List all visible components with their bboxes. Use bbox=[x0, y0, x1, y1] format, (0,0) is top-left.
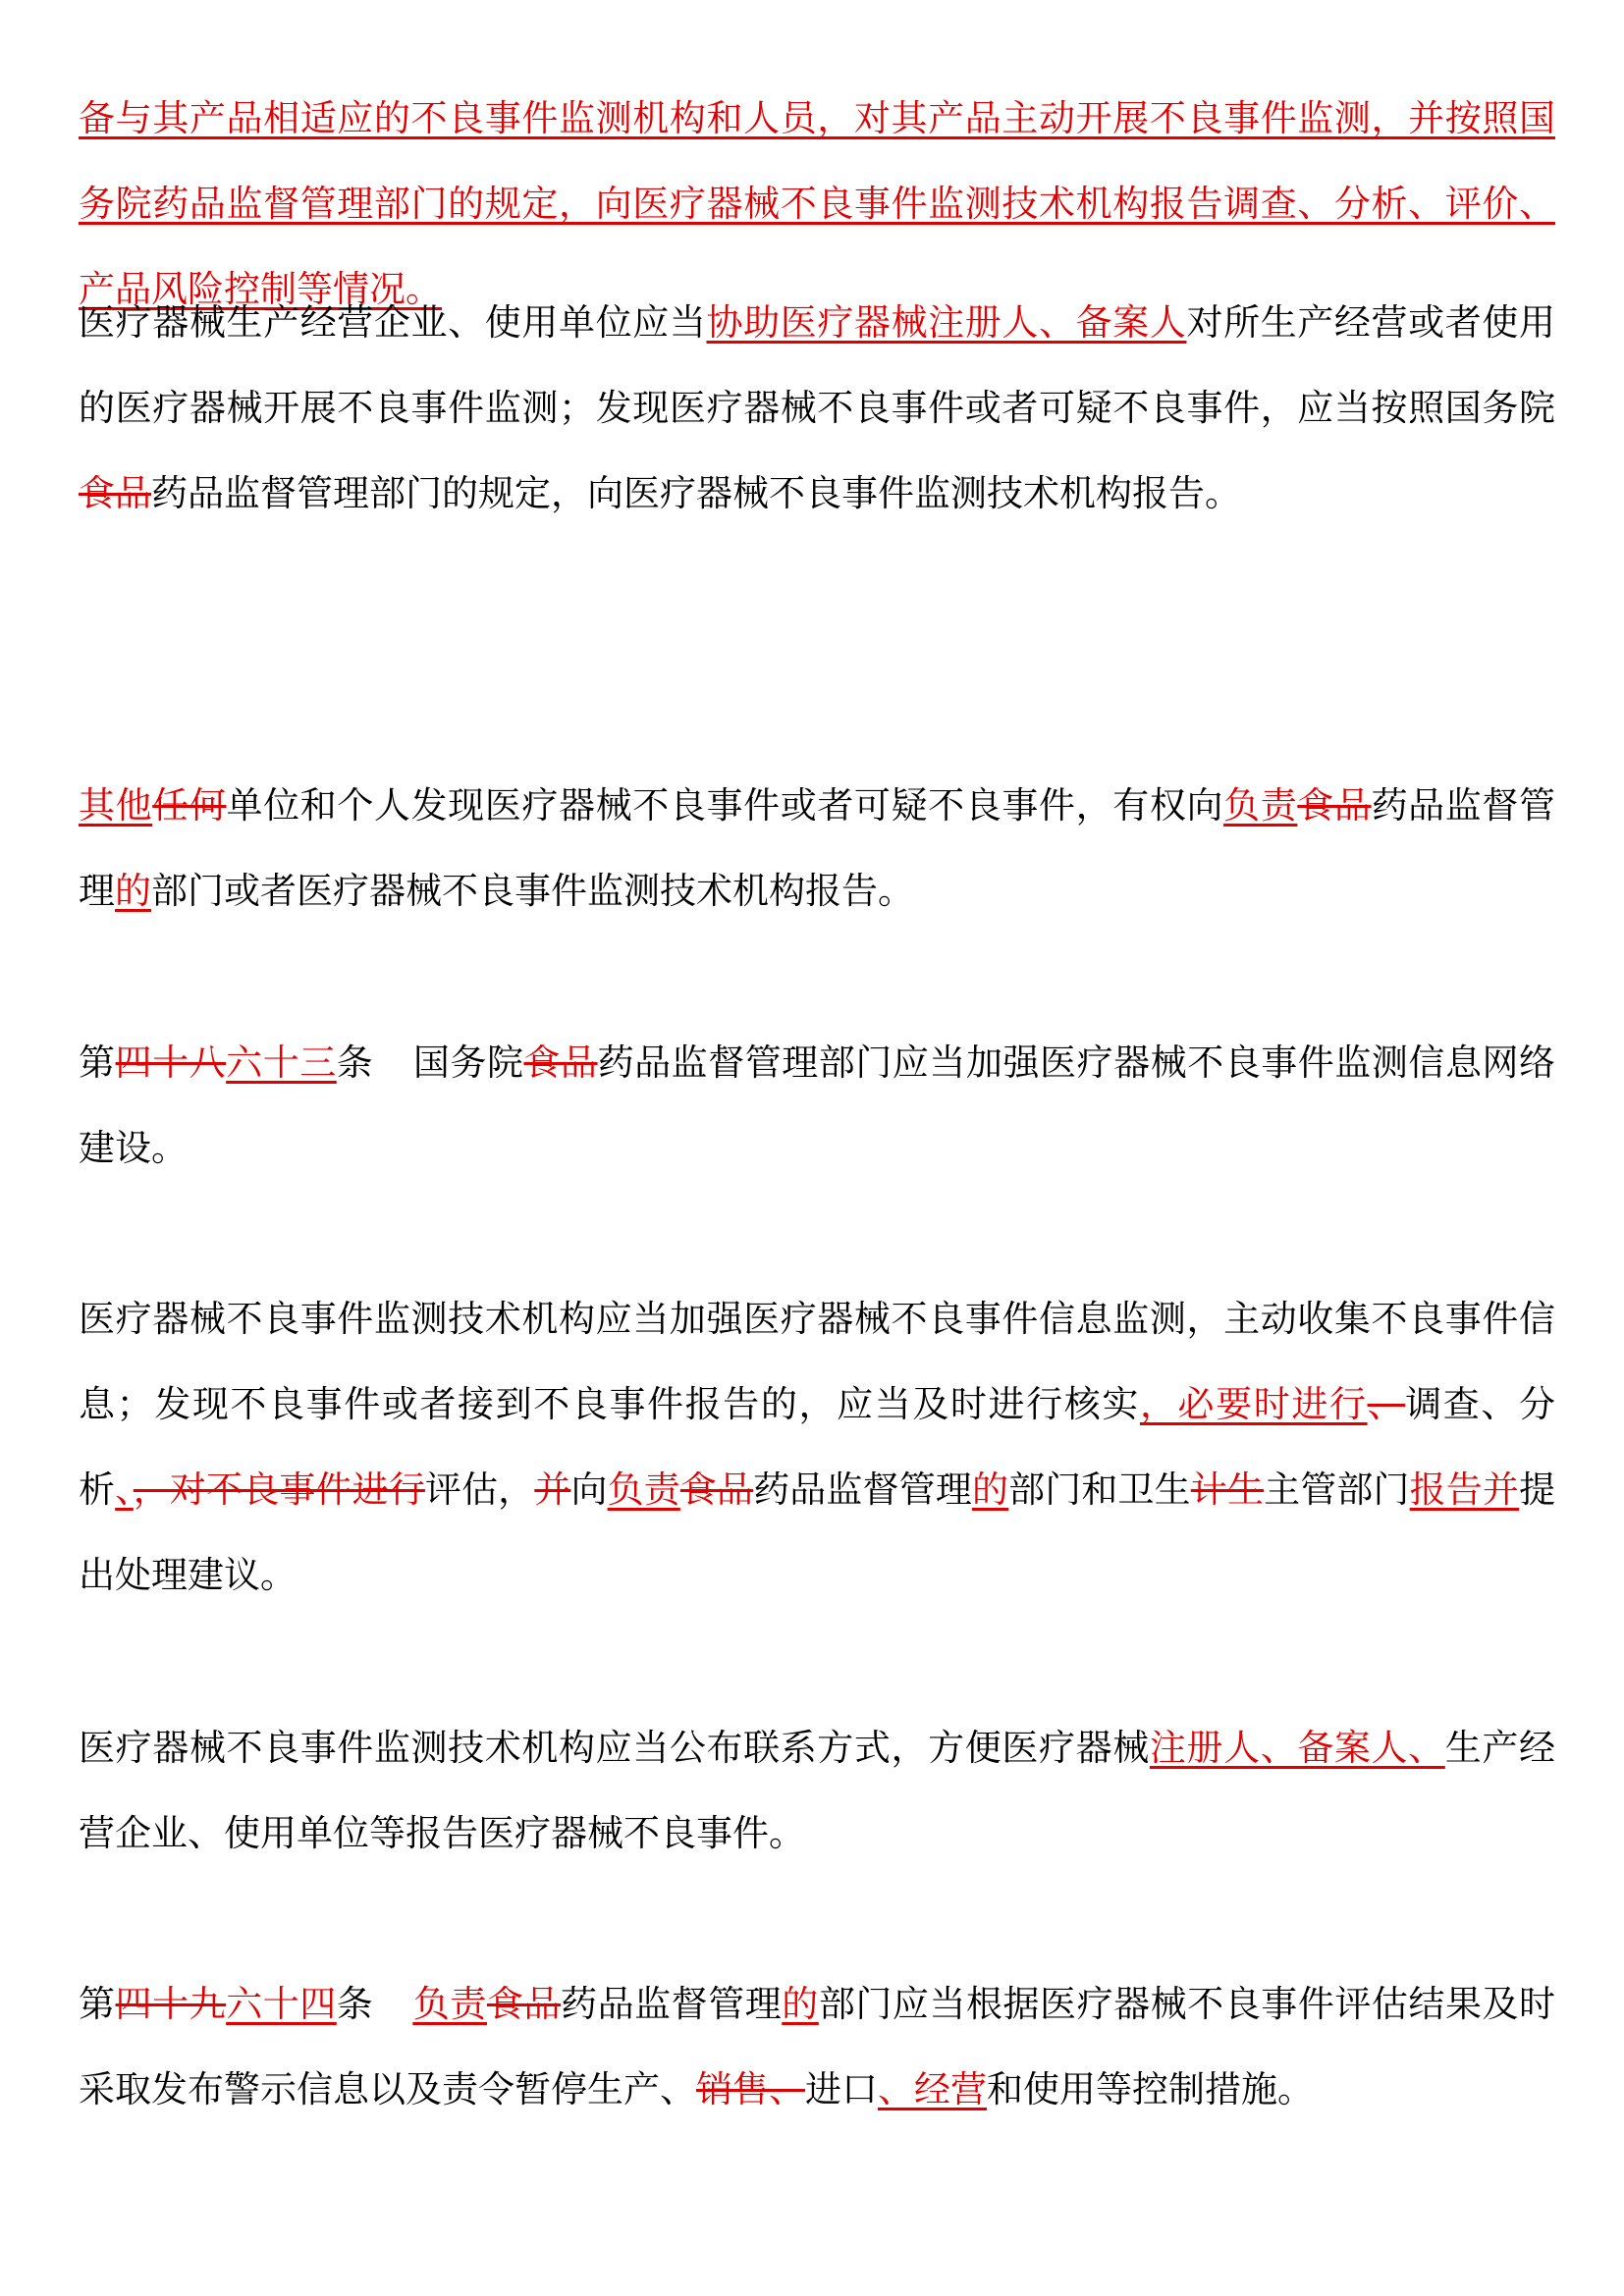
body-text: 第 bbox=[79, 1041, 116, 1084]
deleted-text: 食品 bbox=[1297, 784, 1372, 827]
deleted-text: 并 bbox=[534, 1468, 571, 1511]
body-text: 提出处理建议。 bbox=[79, 1468, 1556, 1596]
body-text: 单位和个人发现医疗器械不良事件或者可疑不良事件，有权向 bbox=[226, 784, 1224, 827]
body-text: 国务院 bbox=[412, 1041, 524, 1084]
body-text: 部门和卫生 bbox=[1008, 1468, 1191, 1511]
body-text: 部门或者医疗器械不良事件监测技术机构报告。 bbox=[151, 870, 914, 912]
body-text: 药品监督管理部门的规定，向医疗器械不良事件监测技术机构报告。 bbox=[151, 472, 1241, 514]
inserted-text: 、经营 bbox=[878, 2068, 987, 2110]
paragraph-producer-user-monitoring bbox=[79, 280, 1555, 536]
deleted-text: 食品 bbox=[679, 1468, 754, 1511]
body-text: 评估， bbox=[424, 1468, 535, 1511]
deleted-text: ，对不良事件进行 bbox=[133, 1468, 425, 1511]
inserted-text: 六十三 bbox=[226, 1041, 337, 1084]
inserted-text: 负责 bbox=[607, 1468, 680, 1511]
inserted-text: 协助医疗器械注册人、备案人 bbox=[706, 301, 1187, 344]
body-text: 生产经营企业、使用单位等报告医疗器械不良事件。 bbox=[79, 1727, 1556, 1854]
body-text: 调查、分析 bbox=[79, 1383, 1556, 1511]
body-text: 医疗器械不良事件监测技术机构应当公布联系方式，方便医疗器械 bbox=[79, 1727, 1150, 1769]
body-text: 条 bbox=[336, 1983, 374, 2025]
deleted-text: 计生 bbox=[1190, 1468, 1265, 1511]
body-text: 医疗器械生产经营企业、使用单位应当 bbox=[79, 301, 707, 344]
inserted-text: ，必要时进行 bbox=[1139, 1383, 1368, 1425]
body-text: 对所生产经营或者使用的医疗器械开展不良事件监测；发现医疗器械不良事件或者可疑不良事件，应当按照国务院 bbox=[79, 301, 1556, 429]
deleted-text: 食品 bbox=[523, 1041, 598, 1084]
inserted-text: 负责 bbox=[1223, 784, 1298, 827]
inserted-text: 注册人、备案人、 bbox=[1149, 1727, 1445, 1769]
body-text: 和使用等控制措施。 bbox=[987, 2068, 1314, 2110]
inserted-text: 、 bbox=[115, 1468, 134, 1511]
inserted-text: 其他 bbox=[79, 784, 153, 827]
deleted-text: 销售、 bbox=[696, 2068, 805, 2110]
inserted-text: 的 bbox=[971, 1468, 1009, 1511]
body-text: 进口 bbox=[805, 2068, 878, 2110]
body-text: 第 bbox=[79, 1983, 116, 2025]
deleted-text: 、 bbox=[1367, 1383, 1406, 1425]
deleted-text: 食品 bbox=[79, 472, 151, 514]
paragraph-monitoring-agency-duties bbox=[79, 1276, 1555, 1618]
body-text: 医疗器械不良事件监测技术机构应当加强医疗器械不良事件信息监测，主动收集不良事件信息；发现不良事件或者接到不良事件报告的，应当及时进行核实 bbox=[79, 1298, 1555, 1425]
inserted-text: 的 bbox=[115, 870, 151, 912]
inserted-text: 备与其产品相适应的不良事件监测机构和人员，对其产品主动开展不良事件监测，并按照国务院药品监督管理部门的规定，向医疗器械不良事件监测技术机构报告调查、分析、评价、产品风险控制等情况。 bbox=[79, 97, 1555, 310]
body-text: 部门应当根据医疗器械不良事件评估结果及时采取发布警示信息以及责令暂停生产、 bbox=[79, 1983, 1556, 2110]
deleted-text: 任何 bbox=[152, 784, 227, 827]
body-text: 药品监督管理部门应当加强医疗器械不良事件监测信息网络建设。 bbox=[79, 1041, 1556, 1169]
paragraph-article-63 bbox=[79, 1020, 1555, 1191]
deleted-text: 四十九 bbox=[115, 1983, 227, 2025]
inserted-text: 报告并 bbox=[1409, 1468, 1520, 1511]
body-text: 药品监督管理 bbox=[561, 1983, 783, 2025]
body-text: 向 bbox=[570, 1468, 608, 1511]
body-text: 药品监督管理 bbox=[79, 784, 1556, 912]
deleted-text: 四十八 bbox=[115, 1041, 227, 1084]
body-text: 条 bbox=[336, 1041, 374, 1084]
inserted-text: 的 bbox=[782, 1983, 819, 2025]
paragraph-contact-publication bbox=[79, 1705, 1555, 1876]
paragraph-article-64 bbox=[79, 1961, 1555, 2132]
deleted-text: 食品 bbox=[486, 1983, 562, 2025]
paragraph-public-reporting-right bbox=[79, 763, 1555, 934]
inserted-text: 六十四 bbox=[226, 1983, 337, 2025]
body-text: 药品监督管理 bbox=[753, 1468, 972, 1511]
body-text: 主管部门 bbox=[1264, 1468, 1410, 1511]
inserted-text: 负责 bbox=[412, 1983, 487, 2025]
